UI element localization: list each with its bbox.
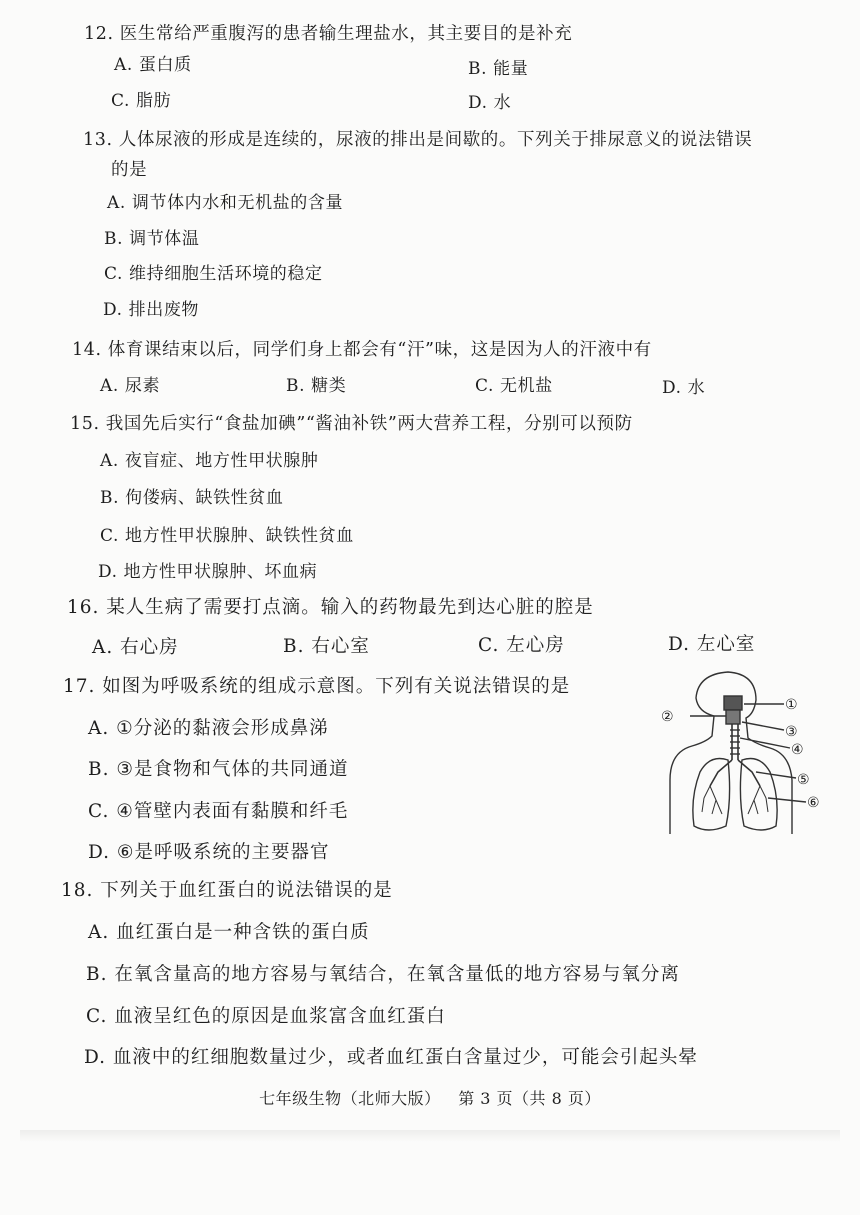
question-16-option-c: C. 左心房	[478, 635, 565, 656]
question-17-option-a: A. ①分泌的黏液会形成鼻涕	[88, 718, 329, 739]
question-16-option-a: A. 右心房	[92, 637, 179, 658]
question-12-option-c: C. 脂肪	[111, 91, 172, 111]
question-13-stem-line1: 13. 人体尿液的形成是连续的，尿液的排出是间歇的。下列关于排尿意义的说法错误	[83, 130, 753, 150]
question-15-stem: 15. 我国先后实行“食盐加碘”“酱油补铁”两大营养工程，分别可以预防	[70, 414, 633, 434]
nasal-cavity	[724, 696, 742, 710]
diagram-label-3: ③	[785, 724, 798, 740]
question-14-option-a: A. 尿素	[100, 376, 161, 396]
question-17-option-c: C. ④管壁内表面有黏膜和纤毛	[88, 801, 349, 822]
question-15-option-c: C. 地方性甲状腺肿、缺铁性贫血	[100, 526, 354, 546]
question-13-stem-line2: 的是	[111, 160, 148, 180]
page-footer	[0, 1086, 860, 1109]
question-16-stem: 16. 某人生病了需要打点滴。输入的药物最先到达心脏的腔是	[67, 597, 594, 618]
question-12-option-d: D. 水	[468, 93, 512, 113]
question-18-option-a: A. 血红蛋白是一种含铁的蛋白质	[88, 922, 370, 943]
bronchi	[710, 760, 760, 786]
question-13-option-d: D. 排出废物	[103, 300, 200, 320]
question-16-option-d: D. 左心室	[668, 634, 756, 655]
question-14-stem: 14. 体育课结束以后，同学们身上都会有“汗”味，这是因为人的汗液中有	[72, 340, 652, 360]
scan-edge	[20, 1130, 840, 1142]
question-12-stem: 12. 医生常给严重腹泻的患者输生理盐水，其主要目的是补充	[84, 24, 573, 44]
question-16-option-b: B. 右心室	[283, 636, 370, 657]
question-18-stem: 18. 下列关于血红蛋白的说法错误的是	[61, 880, 393, 901]
diagram-label-1: ①	[785, 697, 798, 713]
question-17-option-d: D. ⑥是呼吸系统的主要器官	[88, 842, 330, 863]
footer-subject: 七年级生物（北师大版）	[259, 1089, 441, 1108]
footer-page-number: 第 3 页（共 8 页）	[458, 1089, 601, 1108]
question-14-option-d: D. 水	[662, 378, 706, 398]
question-17-stem: 17. 如图为呼吸系统的组成示意图。下列有关说法错误的是	[63, 676, 571, 697]
right-lung	[740, 759, 777, 831]
diagram-label-6: ⑥	[807, 795, 820, 811]
diagram-label-5: ⑤	[797, 772, 810, 788]
question-15-option-d: D. 地方性甲状腺肿、坏血病	[98, 562, 318, 582]
question-13-option-c: C. 维持细胞生活环境的稳定	[104, 264, 323, 284]
question-18-option-b: B. 在氧含量高的地方容易与氧结合，在氧含量低的地方容易与氧分离	[86, 964, 680, 985]
question-12-option-a: A. 蛋白质	[114, 55, 192, 75]
respiratory-system-diagram	[652, 668, 840, 844]
question-12-option-b: B. 能量	[468, 59, 529, 79]
question-18-option-d: D. 血液中的红细胞数量过少，或者血红蛋白含量过少，可能会引起头晕	[84, 1047, 698, 1068]
question-15-option-b: B. 佝偻病、缺铁性贫血	[100, 488, 284, 508]
question-15-option-a: A. 夜盲症、地方性甲状腺肿	[100, 451, 319, 471]
question-17-option-b: B. ③是食物和气体的共同通道	[88, 759, 349, 780]
left-lung	[693, 759, 730, 831]
pharynx	[726, 710, 740, 724]
question-14-option-b: B. 糖类	[286, 376, 347, 396]
question-13-option-b: B. 调节体温	[104, 229, 200, 249]
question-13-option-a: A. 调节体内水和无机盐的含量	[107, 193, 344, 213]
question-14-option-c: C. 无机盐	[475, 376, 553, 396]
question-18-option-c: C. 血液呈红色的原因是血浆富含血红蛋白	[86, 1006, 446, 1027]
diagram-label-2: ②	[661, 709, 674, 725]
diagram-label-4: ④	[791, 742, 804, 758]
